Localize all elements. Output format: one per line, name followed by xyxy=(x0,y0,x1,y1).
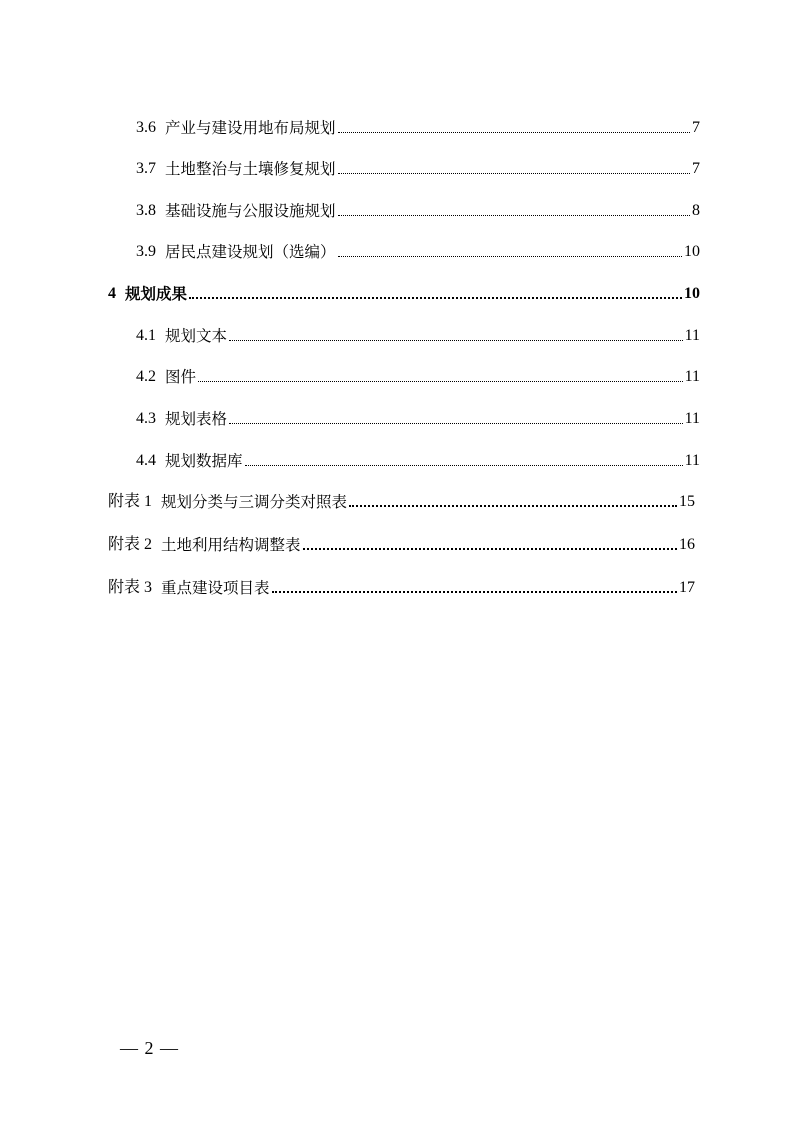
toc-page: 10 xyxy=(684,285,700,302)
toc-title: 规划成果 xyxy=(125,285,188,303)
toc-title: 基础设施与公服设施规划 xyxy=(165,202,336,220)
toc-title: 土地利用结构调整表 xyxy=(161,536,301,554)
toc-title: 重点建设项目表 xyxy=(161,579,270,597)
dot-leader xyxy=(229,423,683,424)
toc-title: 规划文本 xyxy=(165,327,228,345)
toc-entry-4-1[interactable] xyxy=(136,322,700,346)
toc-entry-appendix-1[interactable] xyxy=(108,488,695,512)
toc-page: 11 xyxy=(684,452,700,469)
toc-title: 图件 xyxy=(165,368,197,386)
toc-entry-4-2[interactable] xyxy=(136,363,700,387)
toc-number: 4.3 xyxy=(136,410,156,427)
toc-number: 3.9 xyxy=(136,243,156,260)
dot-leader xyxy=(189,297,682,299)
toc-page: 16 xyxy=(679,536,695,553)
toc-page: 10 xyxy=(684,243,700,260)
toc-title: 产业与建设用地布局规划 xyxy=(165,119,336,137)
toc-number: 附表 1 xyxy=(108,493,153,510)
toc-entry-4[interactable] xyxy=(108,280,700,304)
toc-page: 8 xyxy=(692,202,700,219)
toc-title: 土地整治与土壤修复规划 xyxy=(165,160,336,178)
toc-title: 规划数据库 xyxy=(165,452,243,470)
dot-leader xyxy=(349,505,677,507)
toc-page: 11 xyxy=(684,368,700,385)
dot-leader xyxy=(245,465,683,466)
toc-number: 4.4 xyxy=(136,452,156,469)
toc-entry-3-7[interactable] xyxy=(136,155,700,179)
dot-leader xyxy=(338,215,690,216)
toc-entry-3-6[interactable] xyxy=(136,114,700,138)
dot-leader xyxy=(272,591,677,593)
dot-leader xyxy=(198,381,683,382)
toc-number: 4.2 xyxy=(136,368,156,385)
toc-entry-4-3[interactable] xyxy=(136,405,700,429)
toc-page: 11 xyxy=(684,410,700,427)
toc-title: 规划分类与三调分类对照表 xyxy=(161,493,348,511)
toc-entry-appendix-3[interactable] xyxy=(108,574,695,598)
toc-number: 附表 2 xyxy=(108,536,153,553)
toc-title: 规划表格 xyxy=(165,410,228,428)
dot-leader xyxy=(338,173,690,174)
toc-number: 附表 3 xyxy=(108,579,153,596)
toc-title: 居民点建设规划（选编） xyxy=(165,243,336,261)
dot-leader xyxy=(338,132,690,133)
toc-number: 4.1 xyxy=(136,327,156,344)
toc-entry-4-4[interactable] xyxy=(136,447,700,471)
toc-page: 17 xyxy=(679,579,695,596)
toc-number: 4 xyxy=(108,285,116,302)
toc-page: 7 xyxy=(692,160,700,177)
toc-page: 15 xyxy=(679,493,695,510)
dot-leader xyxy=(303,548,677,550)
dot-leader xyxy=(229,340,683,341)
toc-page: 7 xyxy=(692,119,700,136)
toc-number: 3.8 xyxy=(136,202,156,219)
toc-page: 11 xyxy=(684,327,700,344)
dot-leader xyxy=(338,256,682,257)
toc-number: 3.6 xyxy=(136,119,156,136)
toc-entry-3-8[interactable] xyxy=(136,197,700,221)
toc-entry-appendix-2[interactable] xyxy=(108,531,695,555)
toc-entry-3-9[interactable] xyxy=(136,238,700,262)
toc-number: 3.7 xyxy=(136,160,156,177)
page-number: — 2 — xyxy=(120,1038,179,1058)
